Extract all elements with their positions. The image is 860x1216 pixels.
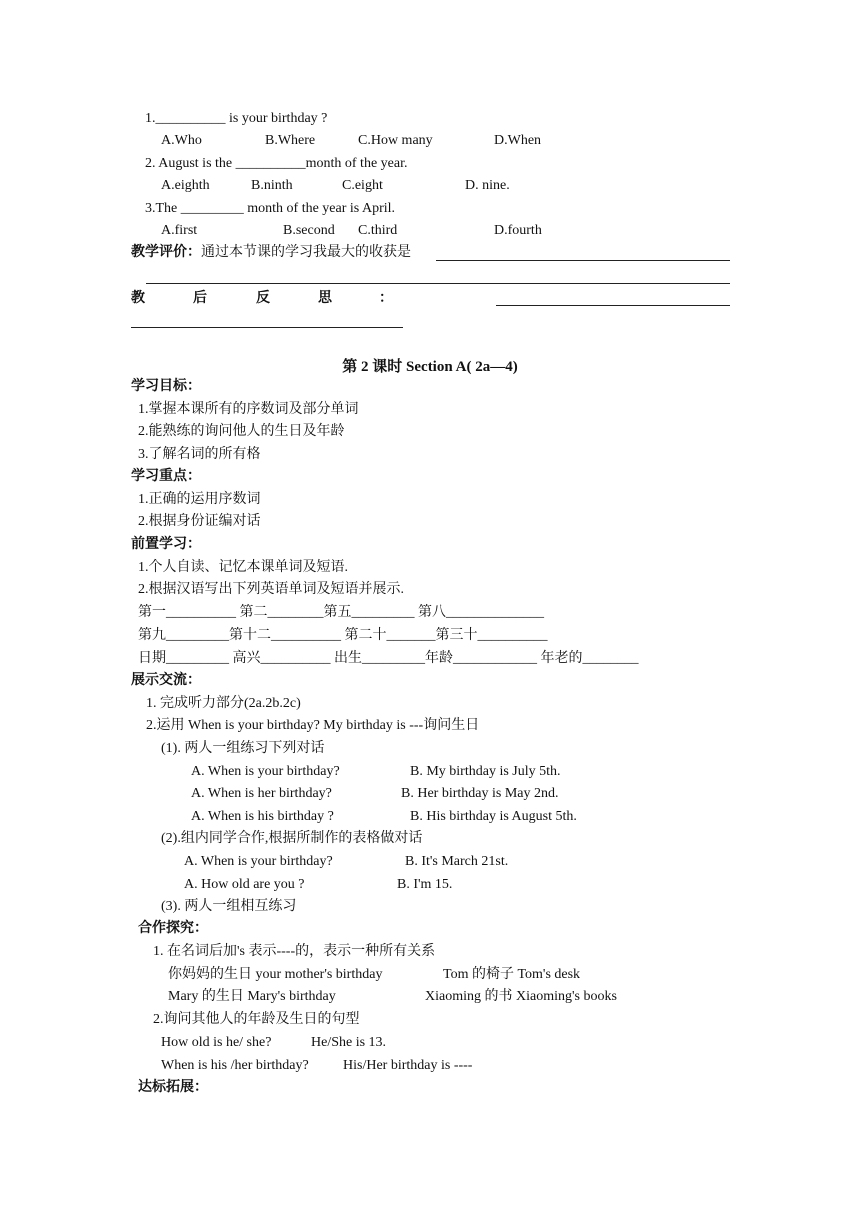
vocab-row-2: 第九_________第十二__________ 第二十_______第三十__________ bbox=[138, 628, 548, 643]
question-2-stem: 2. August is the __________month of the year. bbox=[145, 156, 408, 171]
question-1-option-c: C.How many bbox=[358, 133, 433, 148]
dialogue-5-question: A. How old are you ? bbox=[184, 877, 305, 892]
dialogue-1-answer: B. My birthday is July 5th. bbox=[410, 764, 561, 779]
focus-item: 1.正确的运用序数词 bbox=[138, 492, 261, 507]
coop-item-2: 2.询问其他人的年龄及生日的句型 bbox=[153, 1012, 360, 1027]
dialogue-3-answer: B. His birthday is August 5th. bbox=[410, 809, 577, 824]
reflection-colon: ： bbox=[379, 291, 393, 306]
reflection-blank bbox=[496, 305, 730, 306]
focus-item: 2.根据身份证编对话 bbox=[138, 514, 261, 529]
focus-heading: 学习重点： bbox=[131, 469, 201, 484]
show-sub-1: (1). 两人一组练习下列对话 bbox=[161, 741, 325, 756]
coop-example-3: Mary 的生日 Mary's birthday bbox=[168, 989, 336, 1004]
question-3-option-a: A.first bbox=[161, 223, 198, 238]
question-1-option-d: D.When bbox=[494, 133, 542, 148]
evaluation-blank bbox=[436, 260, 730, 261]
show-sub-2: (2).组内同学合作,根据所制作的表格做对话 bbox=[161, 831, 423, 846]
question-3-stem: 3.The _________ month of the year is April. bbox=[145, 201, 396, 216]
show-sub-3: (3). 两人一组相互练习 bbox=[161, 899, 297, 914]
vocab-row-1: 第一__________ 第二________第五_________ 第八______________ bbox=[138, 605, 544, 620]
coop-example-1: 你妈妈的生日 your mother's birthday bbox=[168, 967, 383, 982]
evaluation-text: 通过本节课的学习我最大的收获是 bbox=[201, 245, 411, 260]
coop-example-4: Xiaoming 的书 Xiaoming's books bbox=[425, 989, 617, 1004]
dialogue-3-question: A. When is his birthday ? bbox=[191, 809, 334, 824]
question-2-option-a: A.eighth bbox=[161, 178, 210, 193]
show-heading: 展示交流： bbox=[131, 673, 201, 688]
evaluation-line bbox=[131, 244, 411, 262]
reflection-blank-line-2 bbox=[131, 327, 403, 328]
pre-study-heading: 前置学习： bbox=[131, 537, 201, 552]
dialogue-2-question: A. When is her birthday? bbox=[191, 786, 332, 801]
sentence-2-answer: His/Her birthday is ---- bbox=[343, 1058, 473, 1073]
dialogue-4-answer: B. It's March 21st. bbox=[405, 854, 509, 869]
dialogue-4-question: A. When is your birthday? bbox=[184, 854, 333, 869]
question-1-stem: 1.__________ is your birthday ? bbox=[145, 111, 328, 126]
question-2-option-d: D. nine. bbox=[465, 178, 510, 193]
goal-item: 2.能熟练的询问他人的生日及年龄 bbox=[138, 424, 345, 439]
question-3-option-c: C.third bbox=[358, 223, 398, 238]
show-item-1: 1. 完成听力部分(2a.2b.2c) bbox=[146, 696, 301, 711]
reflection-char-2: 后 bbox=[193, 291, 207, 306]
goal-item: 3.了解名词的所有格 bbox=[138, 447, 261, 462]
show-item-2: 2.运用 When is your birthday? My birthday is ---询问生日 bbox=[146, 718, 480, 733]
dialogue-2-answer: B. Her birthday is May 2nd. bbox=[401, 786, 559, 801]
evaluation-blank-line-2 bbox=[146, 283, 730, 284]
question-3-option-b: B.second bbox=[283, 223, 335, 238]
coop-heading: 合作探究： bbox=[138, 921, 208, 936]
sentence-1-answer: He/She is 13. bbox=[311, 1035, 387, 1050]
sentence-2-question: When is his /her birthday? bbox=[161, 1058, 309, 1073]
sentence-1-question: How old is he/ she? bbox=[161, 1035, 272, 1050]
coop-item-1: 1. 在名词后加's 表示----的，表示一种所有关系 bbox=[153, 944, 436, 959]
evaluation-label: 教学评价： bbox=[131, 245, 201, 260]
lesson-title: 第 2 课时 Section A( 2a—4) bbox=[342, 359, 518, 375]
reflection-char-4: 思 bbox=[318, 291, 332, 306]
coop-example-2: Tom 的椅子 Tom's desk bbox=[443, 967, 581, 982]
vocab-row-3: 日期_________ 高兴__________ 出生_________年龄____________ 年老的________ bbox=[138, 651, 639, 666]
dialogue-5-answer: B. I'm 15. bbox=[397, 877, 453, 892]
goals-heading: 学习目标： bbox=[131, 379, 201, 394]
question-1-option-b: B.Where bbox=[265, 133, 316, 148]
pre-study-item: 2.根据汉语写出下列英语单词及短语并展示. bbox=[138, 582, 404, 597]
pre-study-item: 1.个人自读、记忆本课单词及短语. bbox=[138, 560, 348, 575]
question-2-option-c: C.eight bbox=[342, 178, 383, 193]
question-1-option-a: A.Who bbox=[161, 133, 202, 148]
question-3-option-d: D.fourth bbox=[494, 223, 542, 238]
question-2-option-b: B.ninth bbox=[251, 178, 293, 193]
extension-heading: 达标拓展： bbox=[138, 1080, 208, 1095]
dialogue-1-question: A. When is your birthday? bbox=[191, 764, 340, 779]
goal-item: 1.掌握本课所有的序数词及部分单词 bbox=[138, 402, 359, 417]
reflection-char-3: 反 bbox=[256, 291, 270, 306]
reflection-char-1: 教 bbox=[131, 291, 145, 306]
